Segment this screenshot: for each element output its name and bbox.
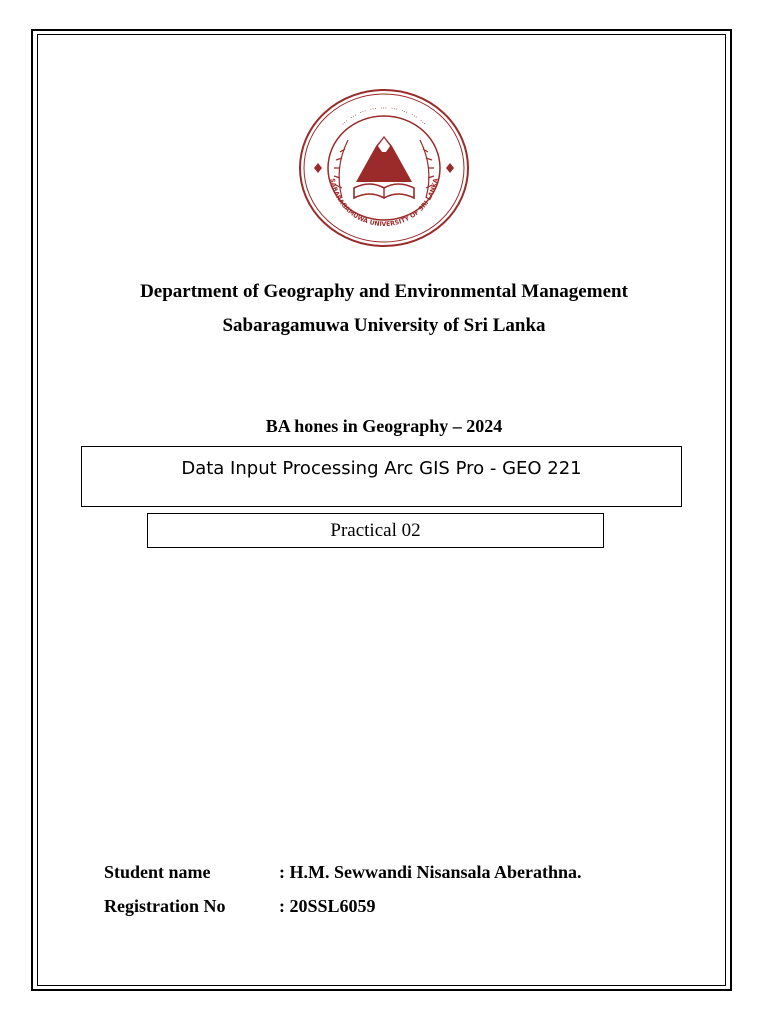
course-title: Data Input Processing Arc GIS Pro - GEO 221 bbox=[181, 458, 582, 479]
svg-text:⋯ ⋯ ⋯ ⋯ ⋯ ⋯ ⋯ ⋯ ⋯: ⋯ ⋯ ⋯ ⋯ ⋯ ⋯ ⋯ ⋯ ⋯ bbox=[339, 104, 429, 128]
course-title-box bbox=[81, 446, 682, 507]
practical-box bbox=[147, 513, 604, 548]
student-name-value: : H.M. Sewwandi Nisansala Aberathna. bbox=[279, 862, 582, 882]
practical-label: Practical 02 bbox=[330, 520, 421, 541]
registration-label: Registration No bbox=[104, 896, 226, 916]
university-name: Sabaragamuwa University of Sri Lanka bbox=[222, 315, 546, 336]
svg-text:SABARAGAMUWA UNIVERSITY OF SRI: SABARAGAMUWA UNIVERSITY OF SRI LANKA bbox=[328, 177, 440, 229]
degree-title: BA hones in Geography – 2024 bbox=[265, 416, 503, 436]
department-name: Department of Geography and Environmental Management bbox=[140, 281, 628, 302]
university-seal-icon bbox=[298, 88, 470, 248]
registration-value: : 20SSL6059 bbox=[279, 896, 376, 916]
student-name-label: Student name bbox=[104, 862, 211, 882]
